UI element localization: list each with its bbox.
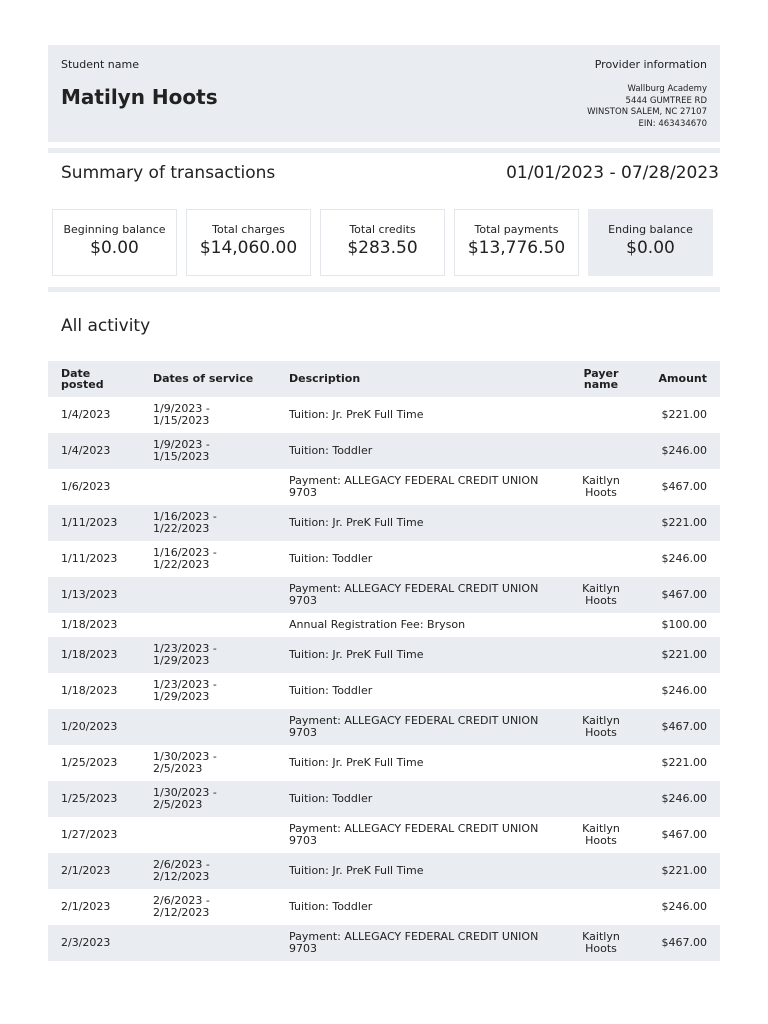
cell-amount: $467.00 [661, 936, 707, 949]
cell-amount: $246.00 [661, 444, 707, 457]
cell-date-posted: 1/18/2023 [61, 648, 118, 661]
cell-date-posted: 2/3/2023 [61, 936, 111, 949]
provider-address [587, 84, 707, 130]
table-row [48, 745, 720, 781]
cell-dates-of-service: 1/16/2023 - 1/22/2023 [153, 510, 217, 535]
cell-dates-of-service: 1/9/2023 - 1/15/2023 [153, 438, 210, 463]
table-row [48, 853, 720, 889]
cell-payer-name: Kaitlyn Hoots [582, 582, 620, 607]
cell-dates-of-service: 1/30/2023 - 2/5/2023 [153, 786, 217, 811]
cell-payer-name: Kaitlyn Hoots [582, 474, 620, 499]
cell-amount: $467.00 [661, 588, 707, 601]
cell-description: Annual Registration Fee: Bryson [289, 618, 466, 631]
summary-title: Summary of transactions [61, 163, 276, 183]
cell-date-posted: 1/18/2023 [61, 618, 118, 631]
provider-street: 5444 GUMTREE RD [625, 95, 707, 106]
col-payer-name: Payer name [583, 367, 619, 391]
stat-value: $0.00 [90, 238, 139, 258]
student-header [48, 45, 720, 142]
student-name: Matilyn Hoots [61, 85, 218, 109]
cell-amount: $246.00 [661, 792, 707, 805]
cell-description: Payment: ALLEGACY FEDERAL CREDIT UNION 9703 [289, 582, 539, 607]
table-row [48, 469, 720, 505]
cell-date-posted: 2/1/2023 [61, 900, 111, 913]
cell-amount: $100.00 [661, 618, 707, 631]
table-row [48, 397, 720, 433]
table-body [48, 397, 720, 961]
cell-date-posted: 1/27/2023 [61, 828, 118, 841]
cell-amount: $246.00 [661, 900, 707, 913]
col-dates-of-service: Dates of service [153, 372, 254, 385]
stat-label: Total payments [474, 223, 559, 236]
table-row [48, 613, 720, 637]
cell-date-posted: 1/13/2023 [61, 588, 118, 601]
cell-description: Tuition: Jr. PreK Full Time [289, 864, 424, 877]
student-name-label: Student name [61, 58, 139, 71]
cell-dates-of-service: 1/16/2023 - 1/22/2023 [153, 546, 217, 571]
cell-date-posted: 1/18/2023 [61, 684, 118, 697]
stat-label: Beginning balance [63, 223, 166, 236]
cell-description: Payment: ALLEGACY FEDERAL CREDIT UNION 9703 [289, 474, 539, 499]
cell-description: Tuition: Toddler [289, 444, 373, 457]
cell-description: Payment: ALLEGACY FEDERAL CREDIT UNION 9703 [289, 714, 539, 739]
stat-total-credits [320, 209, 445, 276]
cell-dates-of-service: 1/23/2023 - 1/29/2023 [153, 642, 217, 667]
cell-date-posted: 2/1/2023 [61, 864, 111, 877]
cell-date-posted: 1/11/2023 [61, 516, 118, 529]
cell-dates-of-service: 2/6/2023 - 2/12/2023 [153, 858, 210, 883]
cell-payer-name: Kaitlyn Hoots [582, 930, 620, 955]
cell-payer-name: Kaitlyn Hoots [582, 822, 620, 847]
cell-description: Tuition: Jr. PreK Full Time [289, 408, 424, 421]
table-row [48, 505, 720, 541]
cell-payer-name: Kaitlyn Hoots [582, 714, 620, 739]
cell-date-posted: 1/25/2023 [61, 756, 118, 769]
table-row [48, 637, 720, 673]
cell-description: Tuition: Jr. PreK Full Time [289, 516, 424, 529]
table-row [48, 433, 720, 469]
provider-name: Wallburg Academy [627, 84, 707, 94]
cell-description: Payment: ALLEGACY FEDERAL CREDIT UNION 9703 [289, 822, 539, 847]
cell-amount: $221.00 [661, 408, 707, 421]
cell-description: Tuition: Toddler [289, 552, 373, 565]
cell-dates-of-service: 1/23/2023 - 1/29/2023 [153, 678, 217, 703]
cell-dates-of-service: 2/6/2023 - 2/12/2023 [153, 894, 210, 919]
cell-amount: $221.00 [661, 756, 707, 769]
cell-date-posted: 1/20/2023 [61, 720, 118, 733]
stat-label: Ending balance [608, 223, 693, 236]
provider-info-label: Provider information [594, 58, 707, 71]
stat-total-charges [186, 209, 311, 276]
provider-ein: EIN: 463434670 [638, 118, 707, 129]
cell-dates-of-service: 1/30/2023 - 2/5/2023 [153, 750, 217, 775]
cell-description: Tuition: Toddler [289, 684, 373, 697]
stat-value: $13,776.50 [467, 238, 566, 258]
stat-value: $283.50 [347, 238, 418, 258]
provider-city: WINSTON SALEM, NC 27107 [587, 107, 707, 117]
cell-amount: $246.00 [661, 552, 707, 565]
table-row [48, 709, 720, 745]
cell-amount: $467.00 [661, 828, 707, 841]
cell-date-posted: 1/25/2023 [61, 792, 118, 805]
col-amount: Amount [658, 372, 707, 385]
table-row [48, 541, 720, 577]
col-description: Description [289, 372, 361, 385]
stat-label: Total charges [212, 223, 285, 236]
stat-beginning-balance [52, 209, 177, 276]
cell-description: Tuition: Toddler [289, 900, 373, 913]
col-date-posted: Date posted [61, 367, 104, 391]
section-divider [48, 148, 720, 153]
cell-description: Tuition: Toddler [289, 792, 373, 805]
cell-amount: $221.00 [661, 864, 707, 877]
summary-date-range: 01/01/2023 - 07/28/2023 [506, 163, 719, 183]
table-row [48, 817, 720, 853]
section-divider [48, 287, 720, 292]
cell-amount: $246.00 [661, 684, 707, 697]
stat-value: $0.00 [626, 238, 675, 258]
table-row [48, 925, 720, 961]
cell-amount: $467.00 [661, 480, 707, 493]
stat-total-payments [454, 209, 579, 276]
activity-table [48, 361, 720, 961]
table-row [48, 673, 720, 709]
cell-amount: $221.00 [661, 516, 707, 529]
table-header [48, 361, 720, 397]
table-row [48, 889, 720, 925]
stat-ending-balance [588, 209, 713, 276]
cell-description: Tuition: Jr. PreK Full Time [289, 648, 424, 661]
stat-value: $14,060.00 [199, 238, 298, 258]
cell-date-posted: 1/4/2023 [61, 444, 111, 457]
activity-title: All activity [61, 316, 151, 336]
cell-date-posted: 1/4/2023 [61, 408, 111, 421]
cell-amount: $467.00 [661, 720, 707, 733]
cell-description: Payment: ALLEGACY FEDERAL CREDIT UNION 9703 [289, 930, 539, 955]
cell-date-posted: 1/11/2023 [61, 552, 118, 565]
table-row [48, 781, 720, 817]
cell-dates-of-service: 1/9/2023 - 1/15/2023 [153, 402, 210, 427]
cell-date-posted: 1/6/2023 [61, 480, 111, 493]
table-row [48, 577, 720, 613]
cell-amount: $221.00 [661, 648, 707, 661]
cell-description: Tuition: Jr. PreK Full Time [289, 756, 424, 769]
stat-label: Total credits [349, 223, 416, 236]
